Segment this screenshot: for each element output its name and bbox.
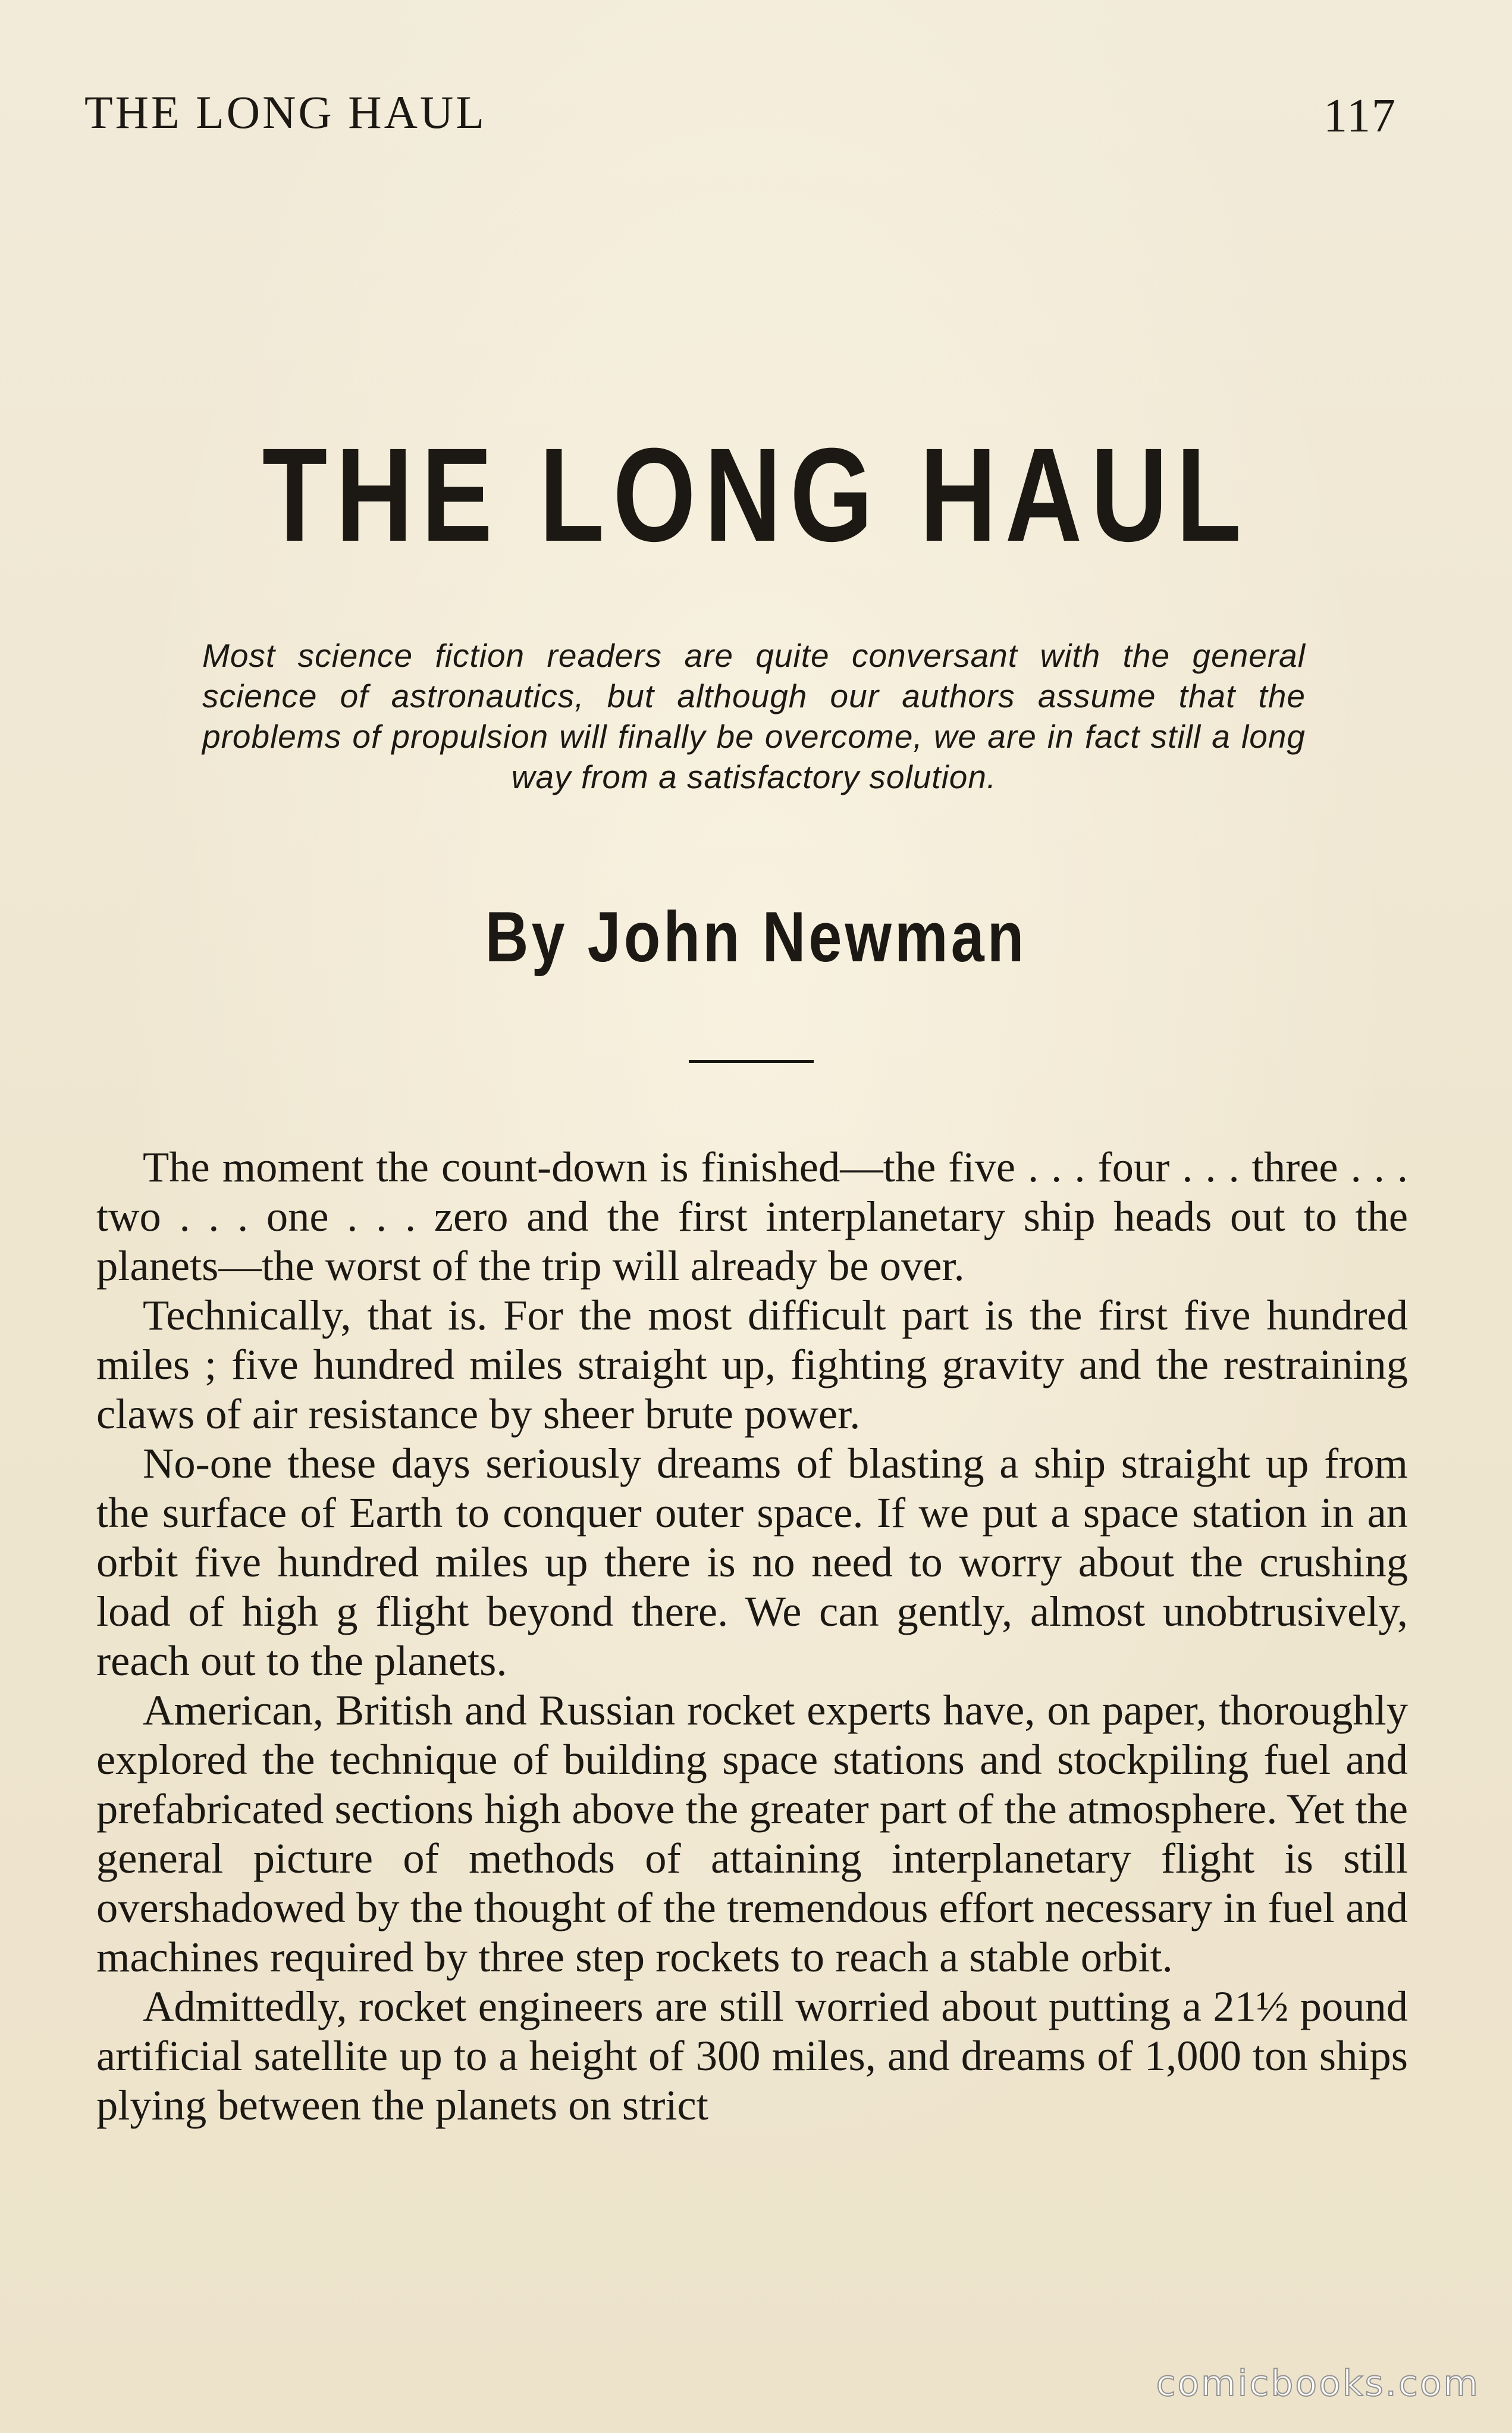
body-paragraph-1: The moment the count-down is finished—the five . . . four . . . three . . . two . . . one . . . zero and the first interplanetary ship heads out to the planets—the worst of the trip will already be over. xyxy=(96,1143,1408,1290)
page-number: 117 xyxy=(1323,90,1397,142)
article-byline: By John Newman xyxy=(485,897,1027,977)
running-header-title: THE LONG HAUL xyxy=(84,86,487,138)
article-title: THE LONG HAUL xyxy=(262,421,1250,569)
article-blurb: Most science fiction readers are quite conversant with the general science of astronautics, but although our authors assume that the problems of propulsion will finally be overcome, we are in fact still a long way from a satisfactory solution. xyxy=(202,637,1306,795)
body-paragraph-3: No-one these days seriously dreams of blasting a ship straight up from the surface of Earth to conquer outer space. If we put a space station in an orbit five hundred miles up there is no need to worry about the crushing load of high g flight beyond there. We can gently, almost unobtrusively, reach out to the planets. xyxy=(96,1439,1408,1685)
body-paragraph-2: Technically, that is. For the most difficult part is the first five hundred miles ; five hundred miles straight up, fighting gravity and the restraining claws of air resistance by sheer brute power. xyxy=(96,1291,1408,1438)
body-paragraph-4: American, British and Russian rocket experts have, on paper, thoroughly explored the technique of building space stations and stockpiling fuel and prefabricated sections high above the greater part of the atmosphere. Yet the general picture of methods of attaining interplanetary flight is still overshadowed by the thought of the tremendous effort necessary in fuel and machines required by three step rockets to reach a stable orbit. xyxy=(96,1686,1408,1981)
article-body xyxy=(96,1142,1408,2130)
section-divider xyxy=(689,1060,814,1063)
site-watermark: comicbooks.com xyxy=(1156,2363,1480,2404)
body-paragraph-5: Admittedly, rocket engineers are still worried about putting a 21½ pound artificial satellite up to a height of 300 miles, and dreams of 1,000 ton ships plying between the planets on strict xyxy=(96,1982,1408,2129)
